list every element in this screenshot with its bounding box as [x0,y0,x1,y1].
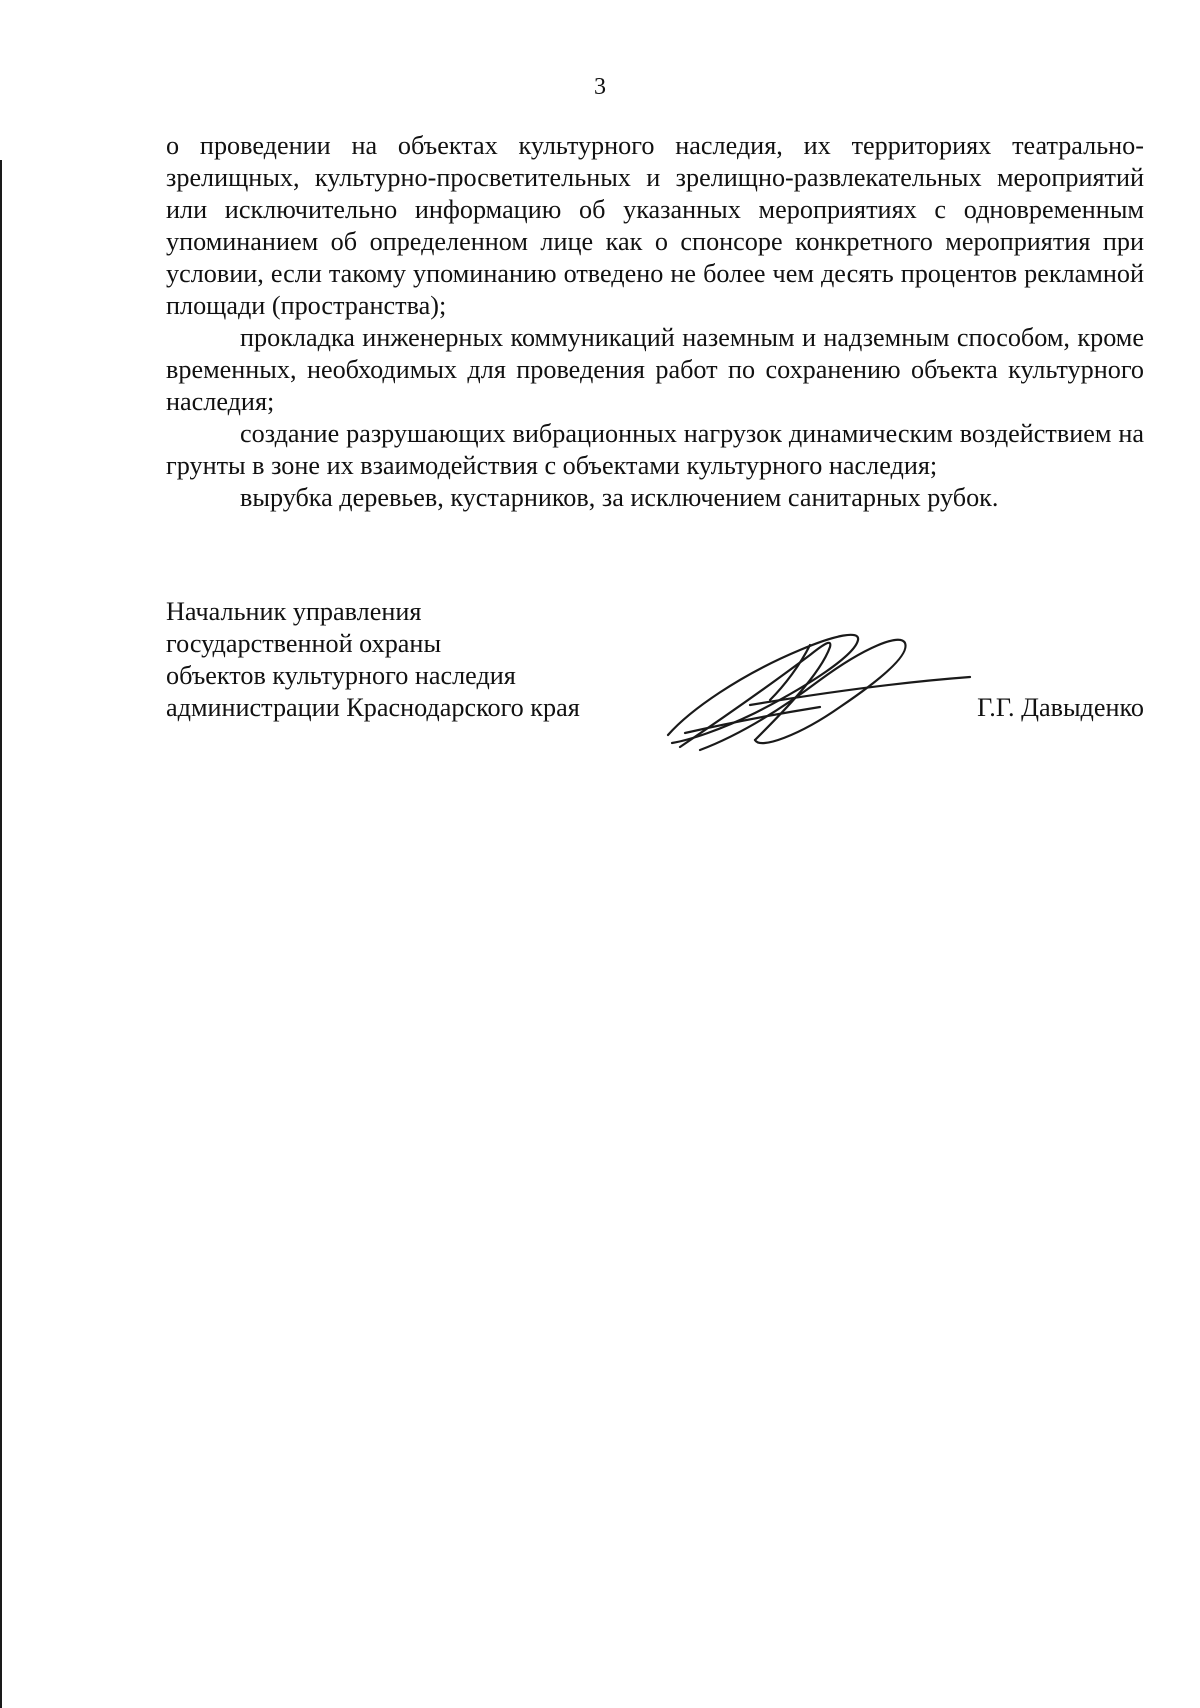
paragraph-tree-felling: вырубка деревьев, кустарников, за исключением санитарных рубок. [240,483,999,512]
signatory-position-line: объектов культурного наследия [166,661,516,690]
paragraph-utilities: прокладка инженерных коммуникаций наземным и надземным способом, кроме временных, необходимых для проведения работ по сохранению объекта культурного наследия; [166,323,1144,416]
signatory-position [166,596,580,724]
page-number: 3 [594,74,606,100]
paragraph-vibration: создание разрушающих вибрационных нагрузок динамическим воздействием на грунты в зоне их взаимодействия с объектами культурного наследия; [166,419,1144,480]
signatory-name: Г.Г. Давыденко [977,693,1144,722]
paragraph-continuation: о проведении на объектах культурного наследия, их территориях театрально-зрелищных, культурно-просветительных и зрелищно-развлекательных мероприятий или исключительно информацию об указанных мероприятиях с одновременным упоминанием об определенном лице как о спонсоре конкретного мероприятия при условии, если такому упоминанию отведено не более чем десять процентов рекламной площади (пространства); [166,131,1144,320]
handwritten-signature [660,625,980,755]
scan-left-edge [0,160,2,1708]
document-body [166,130,1144,514]
signatory-position-line: Начальник управления [166,597,422,626]
signatory-position-line: администрации Краснодарского края [166,693,580,722]
signatory-position-line: государственной охраны [166,629,442,658]
